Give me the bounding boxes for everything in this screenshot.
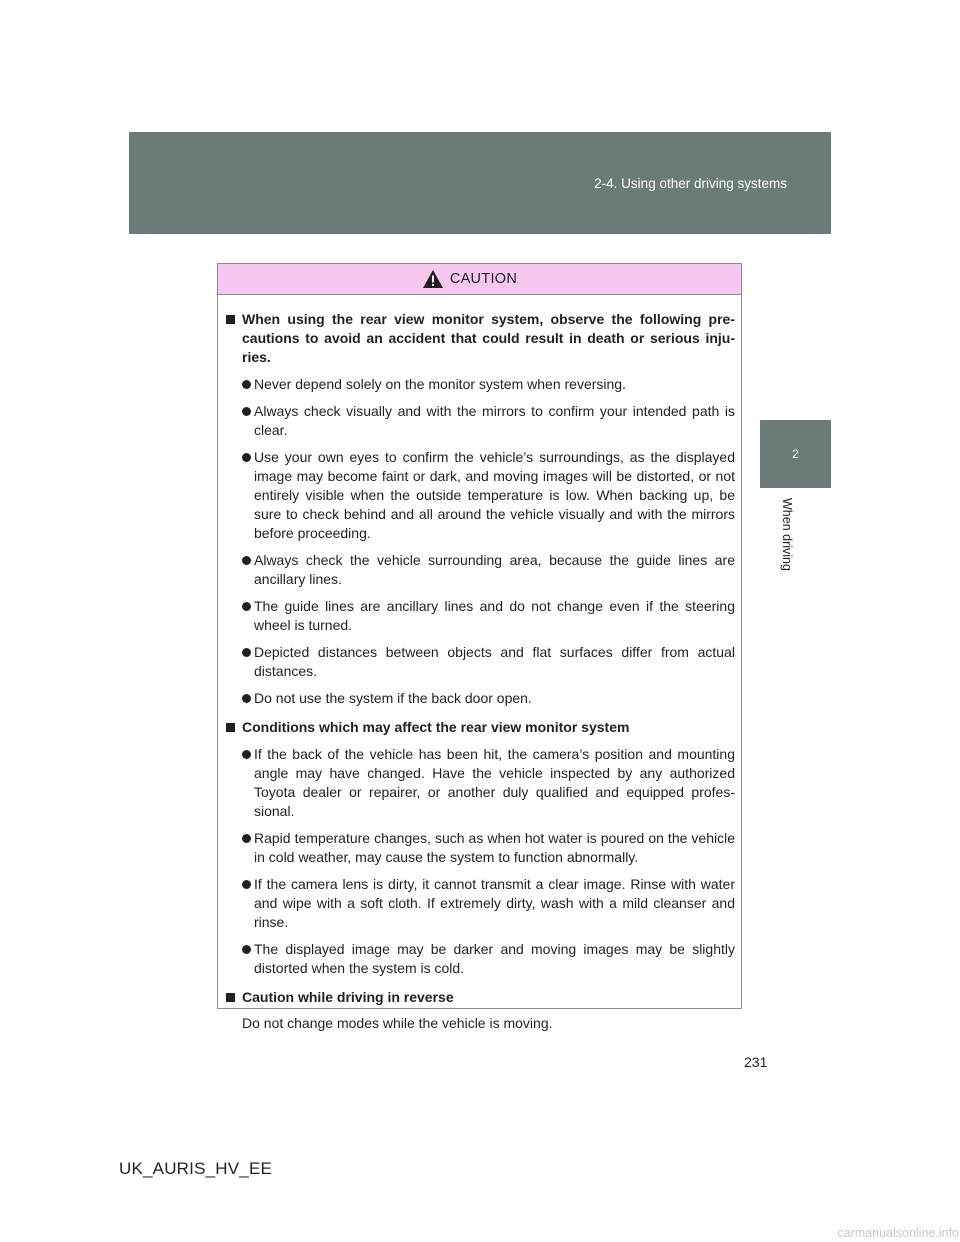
round-bullet-icon	[242, 380, 251, 389]
bullet-text: Use your own eyes to confirm the vehicle’s surroundings, as the displayed image may become faint or dark, and moving images will be distorted, or not entirely visible when the outside temperature is low. When backing up, be sure to check behind and all around the vehicle visually and with the mirrors before proceeding.	[254, 449, 735, 541]
caution-body	[218, 295, 741, 1033]
round-bullet-icon	[242, 407, 251, 416]
bullet-text: The displayed image may be darker and moving images may be slightly distorted when the system is cold.	[254, 941, 735, 976]
bullet-item	[225, 597, 735, 635]
square-bullet-icon	[226, 993, 235, 1002]
square-bullet-icon	[226, 723, 235, 732]
round-bullet-icon	[242, 648, 251, 657]
section-title: 2-4. Using other driving systems	[594, 176, 787, 191]
document-code: UK_AURIS_HV_EE	[119, 1159, 273, 1178]
bullet-text: Never depend solely on the monitor system when reversing.	[254, 376, 626, 392]
bullet-item	[225, 689, 735, 708]
bullet-text: Always check the vehicle surrounding area, because the guide lines are ancillary lines.	[254, 552, 735, 587]
section-text: Do not change modes while the vehicle is moving.	[242, 1015, 553, 1031]
chapter-tab	[760, 420, 831, 488]
section-heading	[225, 988, 735, 1007]
bullet-text: Depicted distances between objects and flat surfaces differ from actual distances.	[254, 644, 735, 679]
header-band	[129, 132, 831, 234]
bullet-text: Always check visually and with the mirrors to confirm your intended path is clear.	[254, 403, 735, 438]
section-heading-text: Caution while driving in reverse	[242, 989, 454, 1005]
watermark: carmanualsonline.info	[837, 1226, 959, 1240]
section-heading	[225, 718, 735, 737]
page-number: 231	[744, 1054, 768, 1070]
bullet-item	[225, 402, 735, 440]
bullet-text: Do not use the system if the back door open.	[254, 690, 532, 706]
round-bullet-icon	[242, 834, 251, 843]
bullet-text: The guide lines are ancillary lines and do not change even if the steering wheel is turned.	[254, 598, 735, 633]
bullet-item	[225, 940, 735, 978]
round-bullet-icon	[242, 453, 251, 462]
bullet-item	[225, 551, 735, 589]
round-bullet-icon	[242, 556, 251, 565]
bullet-text: Rapid temperature changes, such as when hot water is poured on the vehicle in cold weather, may cause the system to function abnormally.	[254, 830, 735, 865]
bullet-text: If the camera lens is dirty, it cannot transmit a clear image. Rinse with water and wipe with a soft cloth. If extremely dirty, wash with a mild cleanser and rinse.	[254, 876, 735, 930]
round-bullet-icon	[242, 945, 251, 954]
warning-triangle-icon	[422, 269, 444, 289]
bullet-item	[225, 745, 735, 821]
square-bullet-icon	[226, 315, 235, 324]
round-bullet-icon	[242, 750, 251, 759]
section-heading	[225, 310, 735, 367]
caution-box	[217, 263, 742, 1031]
chapter-label: When driving	[780, 498, 794, 571]
caution-title: CAUTION	[449, 271, 518, 287]
round-bullet-icon	[242, 694, 251, 703]
round-bullet-icon	[242, 602, 251, 611]
section-heading-text: When using the rear view monitor system, observe the following pre-cautions to avoid an accident that could result in death or serious inju-ries.	[242, 311, 735, 365]
section-heading-text: Conditions which may affect the rear view monitor system	[242, 719, 630, 735]
bullet-item	[225, 375, 735, 394]
bullet-text: If the back of the vehicle has been hit, the camera’s position and mounting angle may have changed. Have the vehicle inspected by any authorized Toyota dealer or repairer, or another duly qualified and equipped profes-sional.	[254, 746, 735, 819]
caution-section	[225, 310, 735, 708]
bullet-item	[225, 829, 735, 867]
bullet-item	[225, 643, 735, 681]
caution-section	[225, 988, 735, 1033]
caution-header	[218, 264, 741, 295]
round-bullet-icon	[242, 880, 251, 889]
caution-section	[225, 718, 735, 978]
chapter-number: 2	[792, 447, 799, 461]
bullet-item	[225, 875, 735, 932]
bullet-item	[225, 448, 735, 543]
